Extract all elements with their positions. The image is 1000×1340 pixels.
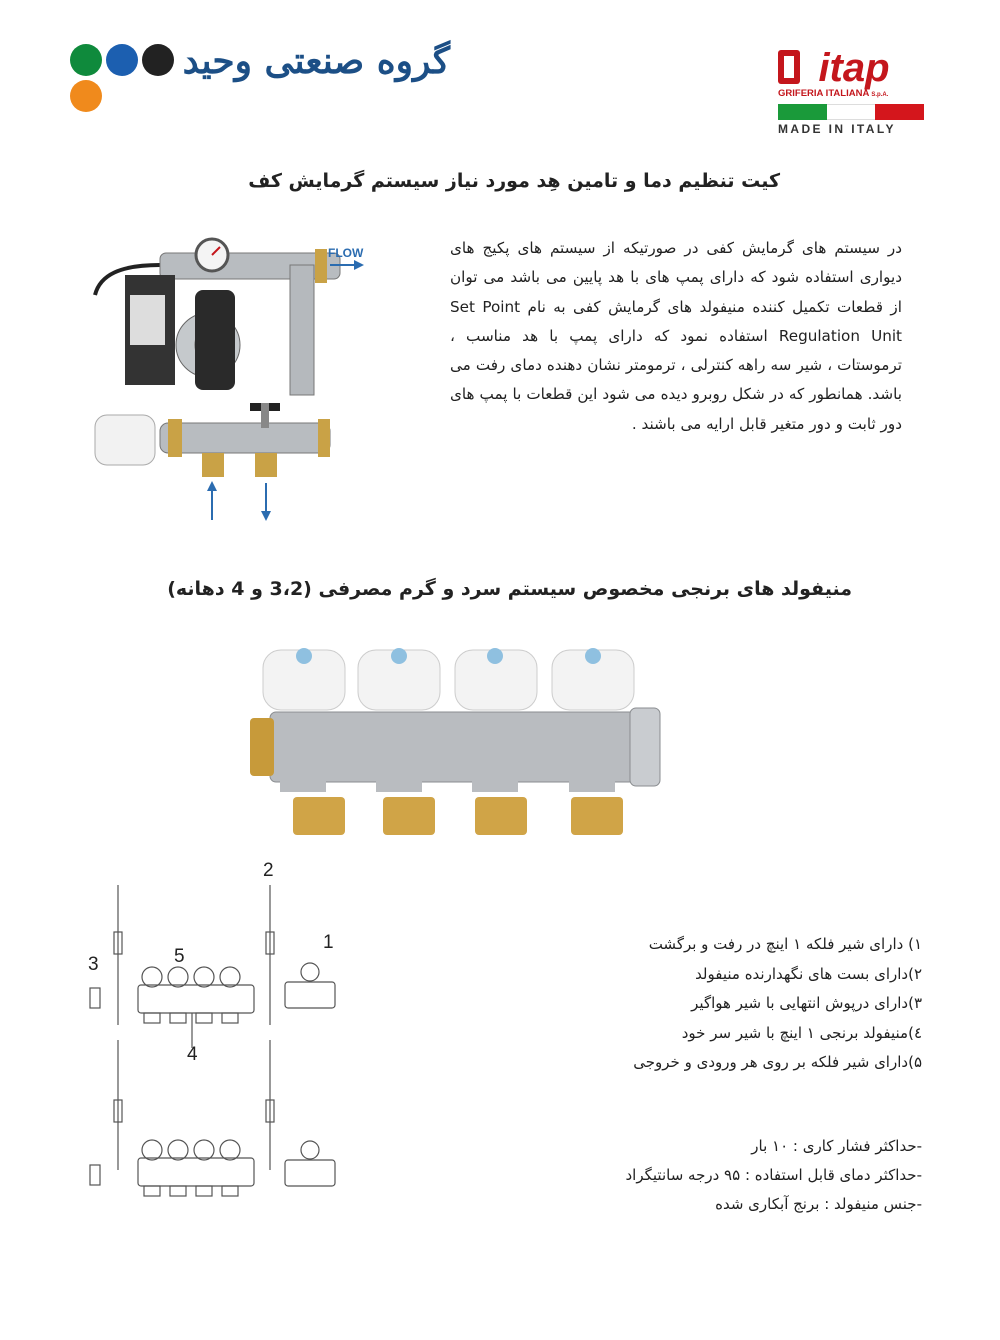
orange-dot	[70, 80, 102, 112]
italian-flag	[778, 104, 924, 120]
callout-1: 1	[323, 932, 334, 953]
brass-manifold-image	[245, 642, 665, 842]
spec-item: -حداکثر دمای قابل استفاده : ۹۵ درجه سانتیگراد	[625, 1166, 922, 1184]
black-dot	[142, 44, 174, 76]
spec-item: -جنس منیفولد : برنج آبکاری شده	[715, 1195, 922, 1213]
itap-spa: S.p.A.	[871, 92, 889, 98]
itap-wordmark: itap	[818, 46, 890, 90]
itap-subtitle: GRIFERIA ITALIANA S.p.A.	[778, 88, 889, 99]
flow-label: FLOW	[328, 246, 364, 260]
callout-5: 5	[174, 946, 185, 967]
green-dot	[70, 44, 102, 76]
exploded-manifold-diagram	[80, 880, 350, 1200]
itap-logo	[778, 48, 924, 140]
spec-item: -حداکثر فشار کاری : ۱۰ بار	[751, 1137, 922, 1155]
features-list	[560, 930, 922, 1078]
callout-3: 3	[88, 954, 99, 975]
feature-item: ٤)منیفولد برنجی ۱ اینچ با شیر سر خود	[681, 1023, 922, 1042]
section1-title: کیت تنظیم دما و تامین هِد مورد نیاز سیستم گرمایش کف	[248, 170, 780, 192]
made-in-italy: MADE IN ITALY	[778, 122, 896, 136]
brand-logo-dots	[66, 44, 176, 116]
specs-list	[560, 1132, 922, 1219]
set-point-regulation-unit-image	[90, 235, 370, 525]
feature-item: ۲)دارای بست های نگهدارنده منیفولد	[695, 964, 922, 983]
callout-4: 4	[187, 1044, 198, 1065]
blue-dot	[106, 44, 138, 76]
callout-2: 2	[263, 860, 274, 881]
itap-logo-mark	[778, 48, 924, 88]
section2-title: منیفولد های برنجی مخصوص سیستم سرد و گرم مصرفی (3،2 و 4 دهانه)	[167, 578, 852, 600]
feature-item: ۳)دارای درپوش انتهایی با شیر هواگیر	[691, 994, 922, 1012]
section1-description: در سیستم های گرمایش کفی در صورتیکه از سیستم های پکیج های دیواری استفاده شود که دارای پمپ های با هد پایین می باشد می توان از قطعات تکمیل کننده منیفولد های گرمایش کفی به نام Set Point Regulation Unit استفاده نمود که دارای پمپ با هد مناسب ، ترموستات ، شیر سه راهه کنترلی ، ترمومتر نشان دهنده دمای رفت می باشد. همانطور که در شکل روبرو دیده می شود این قطعات با پمپ های دور ثابت و دور متغیر قابل ارایه می باشند .	[450, 239, 903, 433]
feature-item: ۵)دارای شیر فلکه بر روی هر ورودی و خروجی	[633, 1053, 922, 1071]
brand-name: گروه صنعتی وحید	[182, 40, 450, 82]
feature-item: ۱) دارای شیر فلکه ۱ اینچ در رفت و برگشت	[648, 935, 922, 953]
